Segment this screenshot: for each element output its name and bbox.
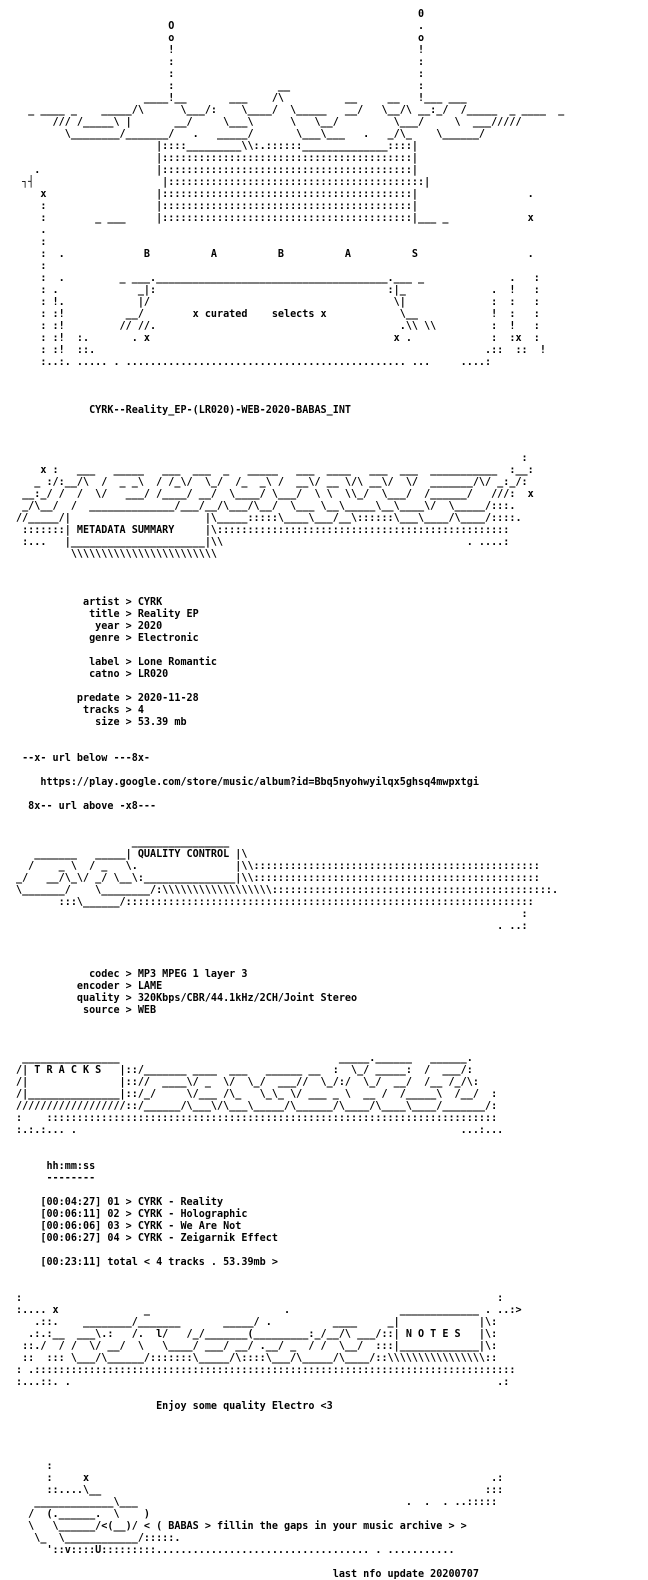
nfo-release-text: 0 O . o o ! ! : : : : : __ : ____!__ ___ /\ __ __ !___ ___ _ ____ _ _____/\ \___/: \____/ \_____ __/ \__/\ __:_/ /_____ _ ____ _ /// /_____\ | __/ \___\ \ \__/ \___/ \ ___///// \________/_______/ . _____/ \___\___ . _/\_ \______/ |::::_________\\:.::::::______________::::| |:::::::::::::::::::::::::::::::::::::::::| . |:::::::::::::::::::::::::::::::::::::::::| ┐┤ |::::::::::::::::::::::::::::::::::::::::::| x |:::::::::::::::::::::::::::::::::::::::::| . : |:::::::::::::::::::::::::::::::::::::::::| : _ ___ |:::::::::::::::::::::::::::::::::::::::::|___ _ x . : : . B A B A S . : : . _ ___.______________________________________.___ _ . : : . _|: :|_ . ! : : !. |/ \| : : : : :! __/ x curated selects x \__ ! : : : :! // //. .\\ \\ : ! : : :! :. . x x . : :x : : :! ::. .:: :: ! :..:. ..... . .............................................. ... ....: CYRK--Reality_EP-(LR020)-WEB-2020-BABAS_INT : x : ___ _____ ___ ___ _ _____ ___ ____ ___ ___ ___________ :__: _ :/:__/\ / _ _\ / /_\/ \_/ /_ _\ / __\/ __ \/\ __\/ \/ _______/\/ _:_/: __:_/ / / \/ ___/ /____/ __/ \____/ \___/ \ \ \\_/ \___/ /______/ ///: x _/\__/ / ______________/___/__/\___/\__/ \___ \__\_____\__\____\/ \_____/:::. //_____/| |\_____:::::\____\___/__\::::::\___\____/\____/::::. :::::::| METADATA SUMMARY |\:::::::::::::::::::::::::::::::::::::::::::::::: :... |______________________|\\ . ....: \\\\\\\\\\\\\\\\\\\\\\\\ artist > CYRK title > Reality EP year > 2020 genre > Electronic label > Lone Romantic catno > LR020 predate > 2020-11-28 tracks > 4 size > 53.39 mb --x- url below ---8x- https://play.google.com/store/music/album?id=Bbq5nyohwyilqx5ghsq4mwpxtgi 8x-- url above -x8--- ________________ _______ _____| QUALITY CONTROL |\ / _ \ / _ \. |\\::::::::::::::::::::::::::::::::::::::::::::::: _/ __/\_\/ _/ \__\:_______________|\\::::::::::::::::::::::::::::::::::::::::::::::: \_______/ \________/:\\\\\\\\\\\\\\\\\\::::::::::::::::::::::::::::::::::::::::::::::. :::\______/::::::::::::::::::::::::::::::::::::::::::::::::::::::::::::::::::: : . ..: codec > MP3 MPEG 1 layer 3 encoder > LAME quality > 320Kbps/CBR/44.1kHz/2CH/Joint Stereo source > WEB ________________ _____.______ ______. /| T R A C K S |::/_______ ____ ___ ______ __ : \_/ _____: / ___/: /| |::// ____\/ _ \/ \_/ ___// \_/:/ \_/ __/ /__ /_/\: /|_______________|::/_/ \/___ /\_ \_\_ \/ ___ _ \ __ / /_____\ /__/ : //////////////////::/______/\___\/\___\_____/\______/\____/\____\____/_______/: : :::::::::::::::::::::::::::::::::::::::::::::::::::::::::::::::::::::::::: :.:.:... . ...:... hh:mm:ss -------- [00:04:27] 01 > CYRK - Reality [00:06:11] 02 > CYRK - Holographic [00:06:06] 03 > CYRK - We Are Not [00:06:27] 04 > CYRK - Zeigarnik Effect [00:23:11] total < 4 tracks . 53.39mb > : : :.... x _ . _____________ . ..:> .::. ________/_______ _____/ . ____ _| |\: .:.:__ ___\.: /. l/ /_/_______(_________:_/__/\ ___/::| N O T E S |\: ::./ / / \/ __/ \ \____/ ___/ __/ .__/ _ / / \__/ :::|_____________|\: :: ::: \___/\______/:::::::\_____/\::::\___/\_____/\____/::\\\\\\\\\\\\\\\\:: : .::::::::::::::::::::::::::::::::::::::::::::::::::::::::::::::::::::::::::::::: :...::. . .: Enjoy some quality Electro <3 : : x .: ::....\__ ::: _____________\___ . . . ..::::: / (.______. \ ) \ \______/<(__)/ < ( BABAS > fillin the gaps in your music archive > > \_ \____________/:::::. '::v::::U:::::::::................................... . ........... last nfo update 20200707 [16,8,565,1580]
